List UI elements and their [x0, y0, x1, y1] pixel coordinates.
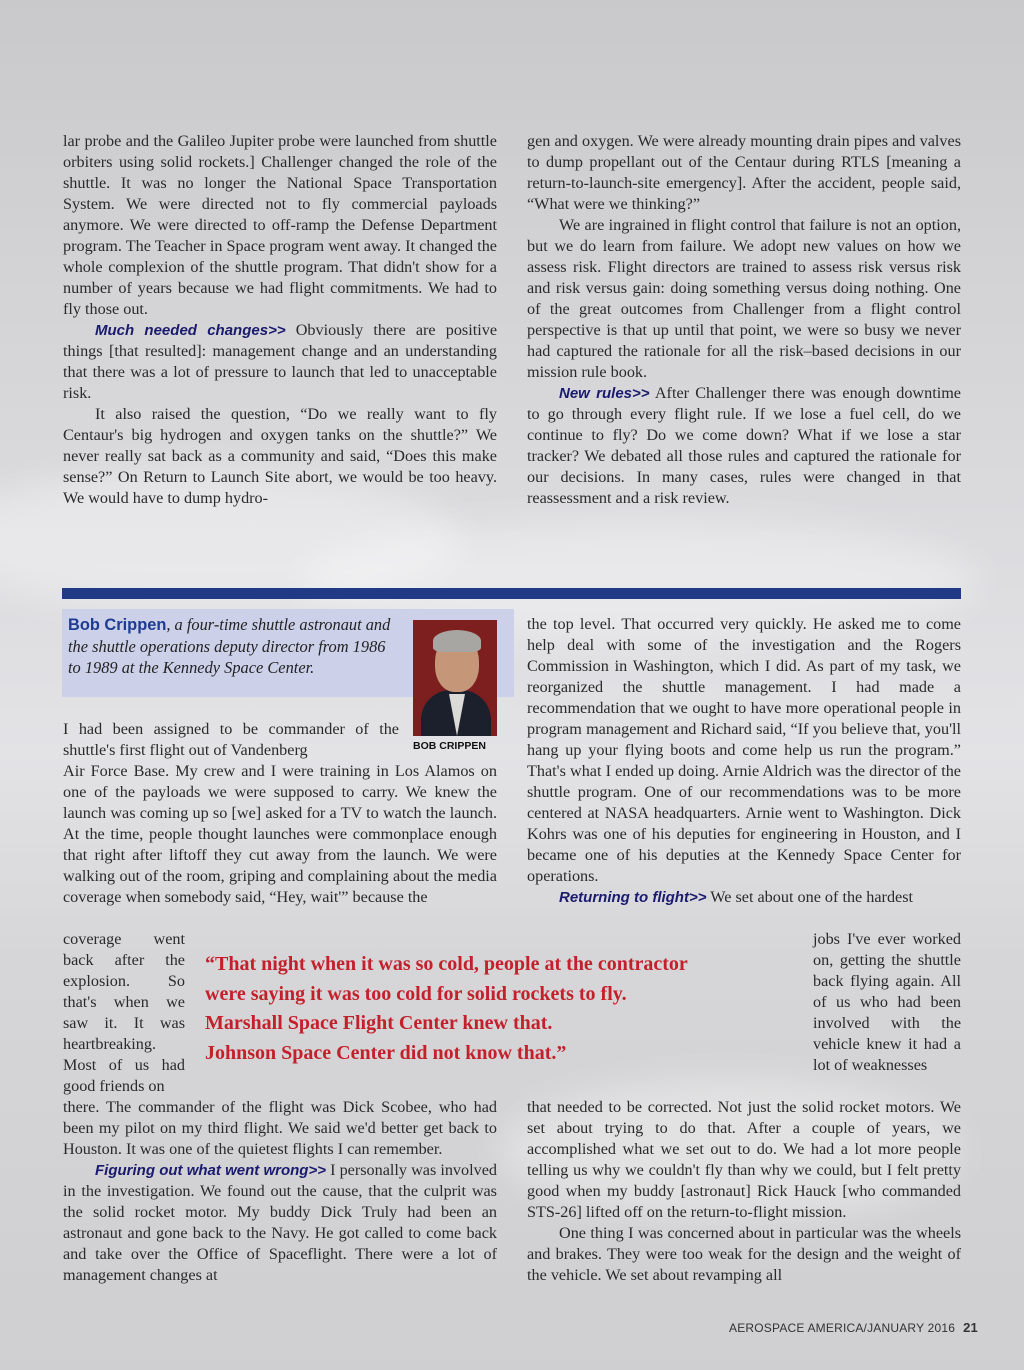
paragraph	[527, 383, 961, 509]
section-divider	[62, 588, 961, 599]
section-lead: Much needed changes>>	[95, 322, 286, 339]
bio-name: Bob Crippen	[68, 616, 167, 634]
paragraph: there. The commander of the flight was Dick Scobee, who had been my pilot on my third flight. We said we'd better get back to Houston. It was one of the quietest flights I can remember.	[63, 1098, 497, 1158]
pull-quote-line: “That night when it was so cold, people at the contractor	[205, 953, 688, 975]
column-bottom-right-a	[527, 614, 961, 908]
photo-caption: BOB CRIPPEN	[413, 740, 486, 752]
section-lead: Figuring out what went wrong>>	[95, 1162, 326, 1179]
paragraph	[527, 887, 961, 908]
column-bottom-left-b	[63, 761, 497, 908]
paragraph-text: Obviously there are positive things [that resulted]: management change and an understanding that there was a lot of pressure to launch that led to unacceptable risk.	[63, 321, 497, 402]
page-number: 21	[963, 1320, 978, 1335]
pull-quote-line: were saying it was too cold for solid rockets to fly.	[205, 982, 627, 1005]
photo-hair	[433, 630, 481, 652]
column-top-right	[527, 131, 961, 509]
column-bottom-left-c	[63, 1097, 497, 1286]
paragraph: gen and oxygen. We were already mounting drain pipes and valves to dump propellant out of the Centaur during RTLS [meaning a return-to-launch-site emergency]. After the accident, people said, “What were we thinking?”	[527, 132, 961, 213]
page-footer	[729, 1320, 978, 1335]
paragraph-text: After Challenger there was enough downtime to go through every flight rule. If we lose a fuel cell, do we continue to fly? Do we come down? What if we lose a star tracker? We debated all those rules and captured the rationale for our decisions. In many cases, rules were changed in that reassessment and a risk review.	[527, 384, 961, 507]
paragraph-text: We set about one of the hardest	[706, 888, 914, 906]
paragraph: the top level. That occurred very quickly. He asked me to come help deal with some of the investigation and the Rogers Commission in Washington, which I did. As part of my task, we reorganized the shuttle management. I had made a recommendation that we ought to have more operational people in program management and Richard said, “If you believe that, you'll hang up your flying boots and come help us run the program.” That's what I ended up doing. Arnie Aldrich was the director of the shuttle program. One of our recommendations was to be more centered at NASA headquarters. Arnie went to Washington. Dick Kohrs was one of his deputies for engineering in Houston, and I became one of his deputies at the Kennedy Space Center for operations.	[527, 615, 961, 885]
section-lead: Returning to flight>>	[559, 889, 707, 906]
paragraph: lar probe and the Galileo Jupiter probe were launched from shuttle orbiters using solid rockets.] Challenger changed the role of the shuttle. It was no longer the National Space Transportation System. We were directed not to fly commercial payloads anymore. We were directed to off-ramp the Defense Department program. The Teacher in Space program went away. It changed the whole complexion of the shuttle program. That didn't show for a number of years because we had flight commitments. We had to fly those out.	[63, 132, 497, 318]
paragraph: coverage went back after the explosion. So that's when we saw it. It was heartbreaking. Most of us had good friends on	[63, 930, 185, 1095]
paragraph: that needed to be corrected. Not just the solid rocket motors. We set about trying to do that. After a couple of years, we accomplished what we set out to do. We had a lot more people telling us why we couldn't fly than why we could, but I felt pretty good when my buddy [astronaut] Rick Hauck [who commanded STS-26] lifted off on the return-to-flight mission.	[527, 1098, 961, 1221]
pull-quote	[205, 950, 795, 1068]
paragraph	[63, 320, 497, 404]
column-bottom-left-a	[63, 719, 399, 761]
paragraph: It also raised the question, “Do we really want to fly Centaur's big hydrogen and oxygen tanks on the shuttle?” We never really sat back as a community and said, “Does this make sense?” On Return to Launch Site abort, we would be too heavy. We would have to dump hydro-	[63, 405, 497, 507]
column-top-left	[63, 131, 497, 509]
portrait-photo	[413, 620, 497, 736]
paragraph: We are ingrained in flight control that failure is not an option, but we do learn from failure. We adopt new values on how we assess risk. Flight directors are trained to assess risk versus risk and risk versus gain: doing something versus doing nothing. One of the great outcomes from Challenger from a flight control perspective is that up until that point, we were so busy we never had captured the rationale for all the risk–based decisions in our mission rule book.	[527, 216, 961, 381]
paragraph: I had been assigned to be commander of the shuttle's first flight out of Vandenberg	[63, 720, 399, 759]
right-wrap-text	[813, 929, 961, 1076]
section-lead: New rules>>	[559, 385, 650, 402]
paragraph: jobs I've ever worked on, getting the shuttle back flying again. All of us who had been involved with the vehicle knew it had a lot of weaknesses	[813, 930, 961, 1074]
column-bottom-right-c	[527, 1097, 961, 1286]
pull-quote-line: Marshall Space Flight Center knew that.	[205, 1012, 553, 1034]
paragraph	[63, 1160, 497, 1286]
bio-description: , a four-time shuttle astronaut and the shuttle operations deputy director from 1986 to 1989 at the Kennedy Space Center.	[68, 615, 391, 677]
pull-quote-line: Johnson Space Center did not know that.”	[205, 1041, 567, 1064]
bio-text	[68, 614, 402, 678]
publication-name: AEROSPACE AMERICA/JANUARY 2016	[729, 1321, 956, 1335]
left-wrap-text	[63, 929, 185, 1097]
paragraph-text: I personally was involved in the investigation. We found out the cause, that the culprit was the solid rocket motor. My buddy Dick Truly had been an astronaut and gone back to the Navy. He got called to come back and take over the Office of Spaceflight. There were a lot of management changes at	[63, 1161, 497, 1284]
paragraph: Air Force Base. My crew and I were training in Los Alamos on one of the payloads we were supposed to carry. We knew the launch was coming up so [we] asked for a TV to watch the launch. At the time, people thought launches were commonplace enough that right after liftoff they cut away from the launch. We were walking out of the room, griping and complaining about the media coverage when somebody said, “Hey, wait'” because the	[63, 762, 497, 906]
paragraph: One thing I was concerned about in particular was the wheels and brakes. They were too weak for the design and the weight of the vehicle. We set about revamping all	[527, 1224, 961, 1284]
